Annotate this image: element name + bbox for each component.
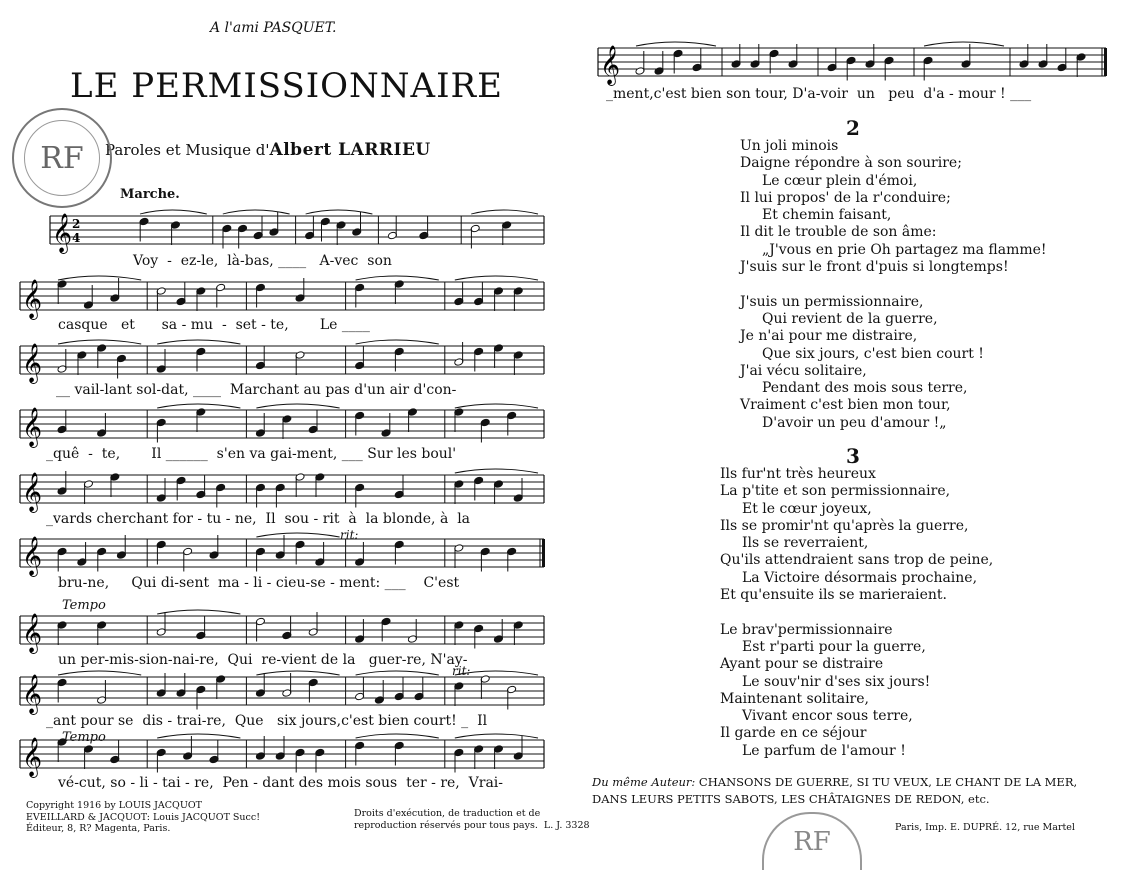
verse3-line: La p'tite et son permissionnaire, <box>720 483 951 500</box>
copyright-line-1: Copyright 1916 by LOUIS JACQUOT <box>26 800 202 811</box>
verse2-line: Vraiment c'est bien mon tour, <box>740 397 951 414</box>
lyric-line-3: __ vail-lant sol-dat, ____ Marchant au pas d'un air d'con- <box>56 382 457 398</box>
lyric-line-7: un per-mis-sion-nai-re, Qui re-vient de la guer-re, N'ay- <box>58 652 468 668</box>
verse2-line: Que six jours, c'est bien court ! <box>762 345 984 362</box>
verse2-line: Pendant des mois sous terre, <box>762 380 968 397</box>
verse3-line: Le parfum de l'amour ! <box>742 742 906 759</box>
same-author-label: Du même Auteur: <box>592 775 696 789</box>
library-stamp-bottom <box>762 812 862 870</box>
credit-line <box>105 140 431 160</box>
svg-text:𝄞: 𝄞 <box>600 45 621 85</box>
verse2-line: Il lui propos' de la r'conduire; <box>740 189 951 206</box>
svg-text:𝄞: 𝄞 <box>22 613 43 653</box>
verse2-line <box>740 276 1047 293</box>
verse2-line: Qui revient de la guerre, <box>762 310 938 327</box>
march-label: Marche. <box>120 187 180 202</box>
verse3-line: Ayant pour se distraire <box>720 656 884 673</box>
song-title: LE PERMISSIONNAIRE <box>70 66 503 106</box>
rights-line-1: Droits d'exécution, de traduction et de <box>354 808 541 819</box>
rights-block <box>354 808 590 831</box>
credit-author: Albert LARRIEU <box>269 140 431 160</box>
rights-line-2: reproduction réservés pour tous pays. L. J. 3328 <box>354 819 590 831</box>
stamp-text-bottom: RF <box>793 827 831 857</box>
dedication: A l'ami PASQUET. <box>210 20 337 36</box>
verse3-line: Et le cœur joyeux, <box>742 500 872 517</box>
verse2-line: J'suis sur le front d'puis si longtemps! <box>740 259 1009 276</box>
music-staff <box>598 40 1106 90</box>
lyric-line-4: _quê - te, Il ______ s'en va gai-ment, ___ Sur les boul' <box>46 446 457 462</box>
verse3-line: Ils se promir'nt qu'après la guerre, <box>720 517 969 534</box>
verse3-line <box>720 604 993 621</box>
verse-2 <box>740 138 1047 432</box>
same-author-list <box>592 774 1077 808</box>
svg-text:𝄞: 𝄞 <box>22 279 43 319</box>
same-author-line-2: DANS LEURS PETITS SABOTS, LES CHÂTAIGNES DE REDON, etc. <box>592 792 990 806</box>
verse-3-number: 3 <box>846 444 860 468</box>
music-staff <box>20 467 544 517</box>
lyric-line-6: bru-ne, Qui di-sent ma - li - cieu-se - ment: ___ C'est <box>58 575 460 591</box>
rit-label-1: rit: <box>340 528 359 542</box>
verse3-line: Le souv'nir d'ses six jours! <box>742 673 931 690</box>
printer-line: Paris, Imp. E. DUPRÉ. 12, rue Martel <box>895 822 1075 833</box>
verse2-line: „J'vous en prie Oh partagez ma flamme! <box>762 241 1047 258</box>
verse3-line: Ils se reverraient, <box>742 535 869 552</box>
verse3-line: Qu'ils attendraient sans trop de peine, <box>720 552 994 569</box>
verse2-line: Le cœur plein d'émoi, <box>762 172 918 189</box>
copyright-line-3: Éditeur, 8, R? Magenta, Paris. <box>26 823 171 834</box>
verse2-line: Je n'ai pour me distraire, <box>740 328 918 345</box>
svg-text:𝄞: 𝄞 <box>22 674 43 714</box>
svg-text:4: 4 <box>72 231 81 245</box>
verse3-line: La Victoire désormais prochaine, <box>742 569 978 586</box>
verse3-line: Est r'parti pour la guerre, <box>742 638 926 655</box>
rit-label-2: rit: <box>452 664 471 678</box>
verse2-line: D'avoir un peu d'amour !„ <box>762 414 947 431</box>
svg-text:𝄞: 𝄞 <box>52 213 73 253</box>
verse2-line: J'ai vécu solitaire, <box>740 362 867 379</box>
svg-text:𝄞: 𝄞 <box>22 407 43 447</box>
tempo-label-2: Tempo <box>62 730 106 745</box>
lyric-line-9: vé-cut, so - li - tai - re, Pen - dant des mois sous ter - re, Vrai- <box>58 775 504 791</box>
music-staff <box>50 208 544 258</box>
verse3-line: Le brav'permissionnaire <box>720 621 893 638</box>
svg-text:𝄞: 𝄞 <box>22 737 43 777</box>
verse-3 <box>720 466 993 760</box>
copyright-block <box>26 800 260 835</box>
lyric-line-5: _vards cherchant for - tu - ne, Il sou - rit à la blonde, à la <box>46 511 471 527</box>
verse2-line: Et chemin faisant, <box>762 207 892 224</box>
verse2-line: J'suis un permissionnaire, <box>740 293 924 310</box>
verse3-line: Ils fur'nt très heureux <box>720 466 876 482</box>
music-staff <box>20 531 544 581</box>
svg-text:𝄞: 𝄞 <box>22 472 43 512</box>
verse-2-number: 2 <box>846 116 860 140</box>
library-stamp <box>12 108 112 208</box>
svg-text:𝄞: 𝄞 <box>22 536 43 576</box>
credit-prefix: Paroles et Musique d' <box>105 141 270 159</box>
music-staff <box>20 402 544 452</box>
music-staff <box>20 338 544 388</box>
verse2-line: Un joli minois <box>740 138 839 154</box>
verse3-line: Maintenant solitaire, <box>720 690 869 707</box>
same-author-line-1: CHANSONS DE GUERRE, SI TU VEUX, LE CHANT DE LA MER, <box>695 775 1078 789</box>
copyright-line-2: EVEILLARD & JACQUOT: Louis JACQUOT Succ! <box>26 811 261 823</box>
verse2-line: Daigne répondre à son sourire; <box>740 155 962 172</box>
svg-text:2: 2 <box>72 217 81 231</box>
verse3-line: Il garde en ce séjour <box>720 725 867 742</box>
music-staff <box>20 608 544 658</box>
lyric-line-8: _ant pour se dis - trai-re, Que six jours,c'est bien court! _ Il <box>46 713 488 729</box>
verse2-line: Il dit le trouble de son âme: <box>740 224 937 241</box>
verse3-line: Vivant encor sous terre, <box>742 708 913 725</box>
lyric-line-1: Voy - ez-le, là-bas, ____ A-vec son <box>133 253 392 269</box>
lyric-line-2: casque et sa - mu - set - te, Le ____ <box>58 317 370 333</box>
svg-text:𝄞: 𝄞 <box>22 343 43 383</box>
verse3-line: Et qu'ensuite ils se marieraient. <box>720 587 947 604</box>
stamp-text: RF <box>40 140 84 176</box>
tempo-label-1: Tempo <box>62 598 106 613</box>
lyric-line-10: _ment,c'est bien son tour, D'a-voir un peu d'a - mour ! ___ <box>606 86 1032 102</box>
